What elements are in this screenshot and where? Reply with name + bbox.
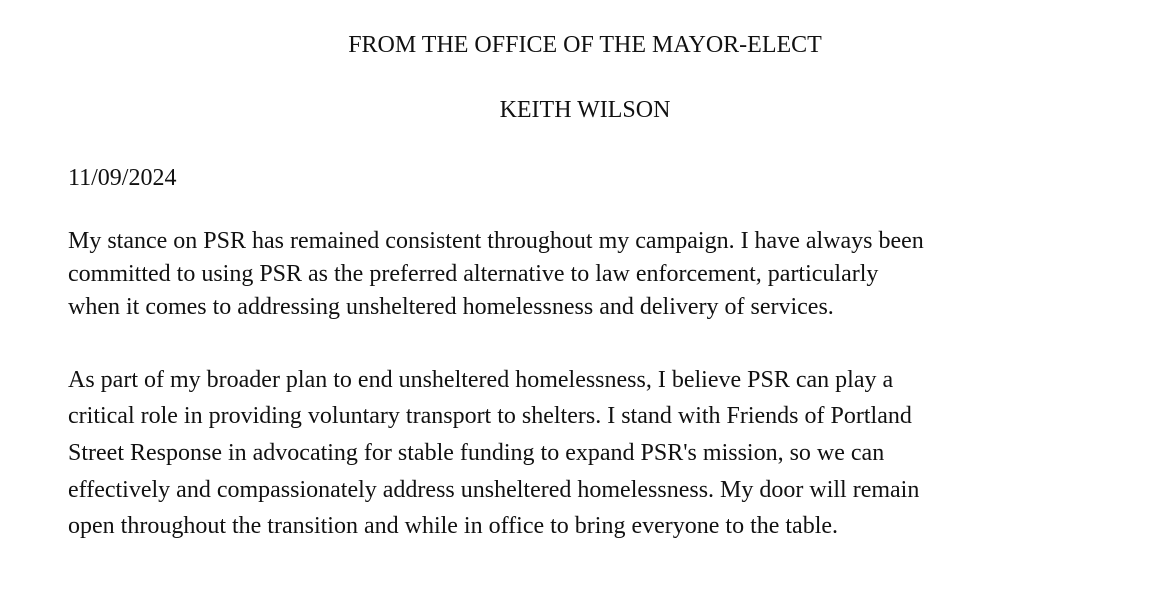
paragraph-line: when it comes to addressing unsheltered homelessness and delivery of services. (68, 294, 834, 320)
paragraph-line: open throughout the transition and while in office to bring everyone to the table. (68, 513, 839, 539)
paragraph-line: critical role in providing voluntary transport to shelters. I stand with Friends of Portland (68, 403, 912, 429)
paragraph-line: As part of my broader plan to end unsheltered homelessness, I believe PSR can play a (68, 367, 894, 393)
letterhead-office: FROM THE OFFICE OF THE MAYOR-ELECT (348, 32, 822, 58)
paragraph-line: effectively and compassionately address unsheltered homelessness. My door will remain (68, 477, 920, 503)
paragraph-line: Street Response in advocating for stable funding to expand PSR's mission, so we can (68, 440, 885, 466)
letter-date: 11/09/2024 (68, 165, 177, 191)
paragraph-line: My stance on PSR has remained consistent throughout my campaign. I have always been (68, 228, 924, 254)
letterhead-name: KEITH WILSON (499, 97, 671, 123)
paragraph-line: committed to using PSR as the preferred alternative to law enforcement, particularly (68, 261, 879, 287)
